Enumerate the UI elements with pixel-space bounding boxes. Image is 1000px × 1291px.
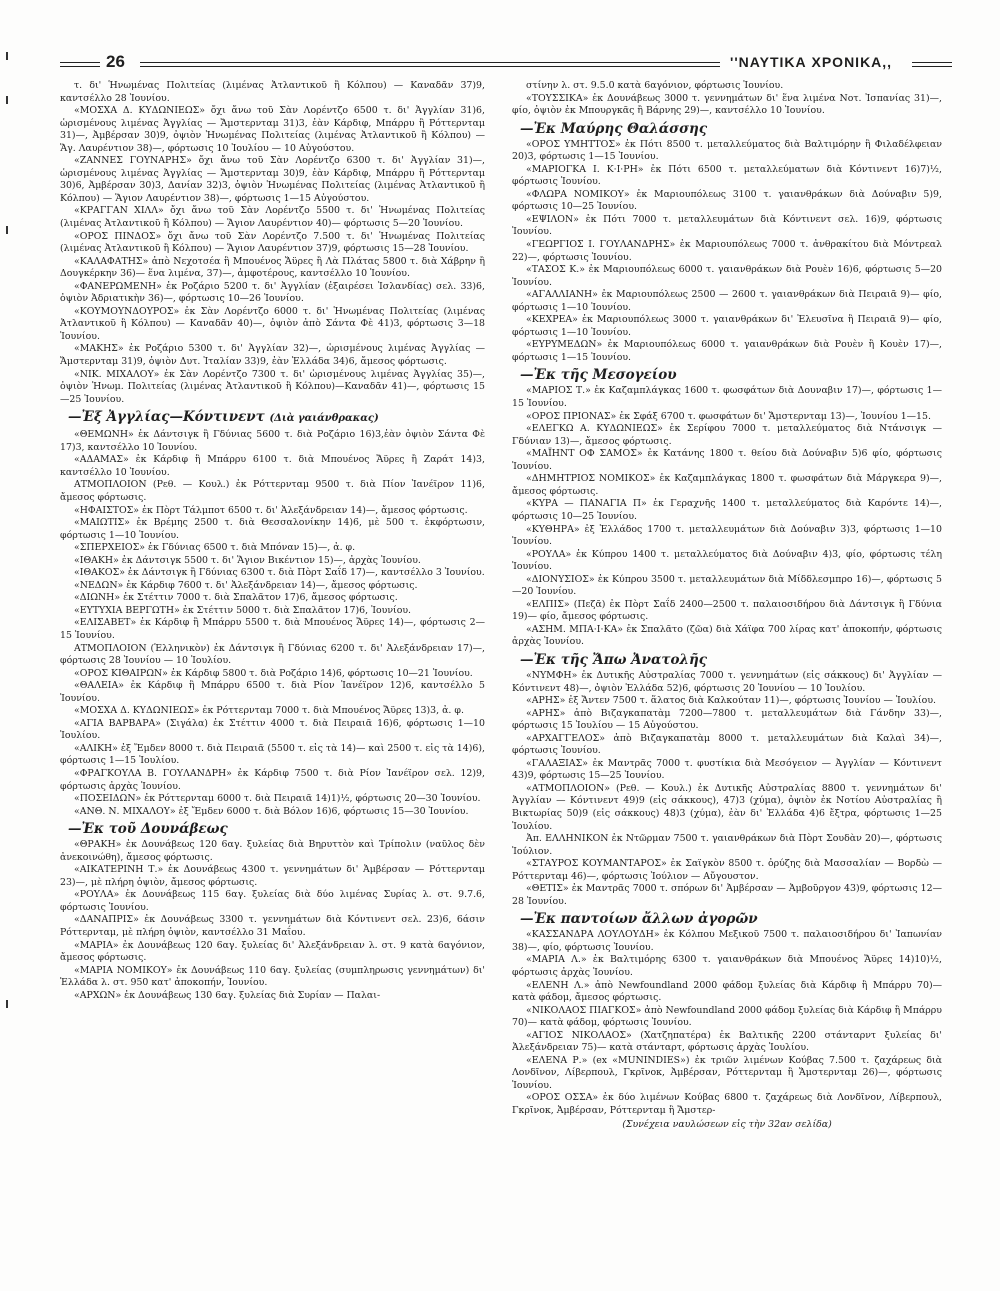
charter-entry: ΑΤΜΟΠΛΟΙΟΝ (Ἑλληνικὸν) ἐκ Δάντσιγκ ἢ Γδύνιας 6200 τ. δι' Ἀλεξάνδρειαν 17)—, φόρτωσις 28 Ἰουνίου — 10 Ἰουλίου. [60,642,485,667]
charter-entry: «ΚΟΥΜΟΥΝΔΟΥΡΟΣ» ἐκ Σὰν Λορέντζο 6000 τ. δι' Ἡνωμένας Πολιτείας (λιμένας Ἀτλαντικοῦ ἢ Κόλπου) — Καναδᾶν 40)—, ὀψιὸν ἀπὸ Σάντα Φὲ 41)3, φόρτωσις 3—18 Ἰουνίου. [60,305,485,342]
charter-entry: «ΙΘΑΚΟΣ» ἐκ Δάντσιγκ ἢ Γδύνιας 6300 τ. διὰ Πὸρτ Σαΐδ 17)—, καντσέλλο 3 Ἰουνίου. [74,567,485,579]
margin-mark [6,1000,8,1008]
section-heading-text: —Ἐκ παντοίων ἄλλων ἀγορῶν [520,911,758,928]
charter-entry: «ΑΓΑΛΛΙΑΝΗ» ἐκ Μαριουπόλεως 2500 — 2600 τ. γαιανθράκων διὰ Πειραιᾶ 9)— φίο, φόρτωσις 1—10 Ἰουνίου. [512,289,942,313]
charter-entry: «ΣΠΕΡΧΕΙΟΣ» ἐκ Γδύνιας 6500 τ. διὰ Μπόναν 15)—, ἀ. φ. [74,542,356,554]
charter-entry: «ΚΑΛΑΦΑΤΗΣ» ἀπὸ Νεχοτσέα ἢ Μπουένος Ἄϋρες ἢ Λὰ Πλάτας 5800 τ. διὰ Χάβρην ἢ Δουγκέρκην 36)— ἕνα λιμένα, 37)—, ἀμφοτέρους, καντσέλλο 10 Ἰουνίου. [60,255,485,280]
margin-mark [6,226,8,234]
charter-entry: «ΘΕΜΩΝΗ» ἐκ Δάντσιγκ ἢ Γδύνιας 5600 τ. διὰ Ροζάριο 16)3,ἐὰν ὀψιὸν Σάντα Φὲ 17)3, καντσέλλο 10 Ἰουνίου. [60,429,485,453]
charter-entry: «ΘΑΛΕΙΑ» ἐκ Κάρδιφ ἢ Μπάρρυ 6500 τ. διὰ Ρίον Ἰανέϊρον 12)6, καντσέλλο 5 Ἰουνίου. [60,680,485,704]
charter-entry: στίνην λ. στ. 9.5.0 κατὰ 6αγόνιον, φόρτωσις Ἰουνίου. [526,80,784,91]
charter-entry: «ΑΡΗΣ» ἐξ Ἄντεν 7500 τ. ἅλατος διὰ Καλκούταν 11)—, φόρτωσις Ἰουνίου — Ἰουλίου. [526,695,936,707]
charter-entry: «ΜΑΙΩΤΙΣ» ἐκ Βρέμης 2500 τ. διὰ Θεσσαλονίκην 14)6, μὲ 500 τ. ἐκφόρτωσιν, φόρτωσις 1—10 Ἰουνίου. [60,517,485,541]
continuation-note: (Συνέχεια ναυλώσεων εἰς τὴν 32αν σελίδα) [622,1118,832,1130]
charter-entry: ΑΤΜΟΠΛΟΙΟΝ (Ρεθ. — Κουλ.) ἐκ Ρόττερνταμ 9500 τ. διὰ Πίον Ἰανέϊρον 11)6, ἄμεσος φόρτωσις. [60,479,485,503]
charter-entry: «ΚΑΣΣΑΝΔΡΑ ΛΟΥΛΟΥΔΗ» ἐκ Κόλπου Μεξικοῦ 7500 τ. παλαιοσιδήρου δι' Ἰαπωνίαν 38)—, φίο, φόρτωσις Ἰουνίου. [512,929,942,953]
charter-entry: «ΑΓΙΑ ΒΑΡΒΑΡΑ» (Σιγάλα) ἐκ Στέττιν 4000 τ. διὰ Πειραιᾶ 16)6, φόρτωσις 1—10 Ἰουλίου. [60,717,485,742]
charter-entry: «ΟΡΟΣ ΥΜΗΤΤΟΣ» ἐκ Πότι 8500 τ. μεταλλεύματος διὰ Βαλτιμόρην ἢ Φιλαδέλφειαν 20)3, φόρτωσις 1—15 Ἰουνίου. [512,138,942,163]
header-rule [140,62,720,67]
charter-entry: «ΡΟΥΛΑ» ἐκ Δουνάβεως 115 6αγ. ξυλείας διὰ δύο λιμένας Συρίας λ. στ. 9.7.6, φόρτωσις Ἰουνίου. [60,889,485,913]
charter-entry: «ΑΛΙΚΗ» ἐξ Ἔμδεν 8000 τ. διὰ Πειραιᾶ (5500 τ. εἰς τὰ 14)— καὶ 2500 τ. εἰς τὰ 14)6), φόρτωσις 1—15 Ἰουλίου. [60,742,485,767]
charter-entry: «ΑΡΧΑΓΓΕΛΟΣ» ἀπὸ Βιζαγκαπατὰμ 8000 τ. μεταλλευμάτων διὰ Καλαὶ 34)—, φόρτωσις Ἰουνίου. [512,732,942,757]
charter-entry: «ΦΡΑΓΚΟΥΛΑ Β. ΓΟΥΛΑΝΔΡΗ» ἐκ Κάρδιφ 7500 τ. διὰ Ρίον Ἰανέϊρον σελ. 12)9, φόρτωσις ἀρχὰς Ἰουνίου. [60,767,485,792]
journal-title: ''ΝΑΥΤΙΚΑ ΧΡΟΝΙΚΑ,, [730,54,893,70]
section-heading [68,820,485,838]
charter-entry: «ΦΛΩΡΑ ΝΟΜΙΚΟΥ» ἐκ Μαριουπόλεως 3100 τ. γαιανθράκων διὰ Δούναβιν 5)9, φόρτωσις 10—25 Ἰουνίου. [512,188,942,213]
charter-entry: «ΕΥΡΥΜΕΔΩΝ» ἐκ Μαριουπόλεως 6000 τ. γαιανθράκων διὰ Ρουὲν ἢ Κουὲν 17)—, φόρτωσις 1—15 Ἰουνίου. [512,339,942,363]
charter-entry: «ΑΓΙΟΣ ΝΙΚΟΛΑΟΣ» (Χατζηπατέρα) ἐκ Βαλτικῆς 2200 στάνταρντ ξυλείας δι' Ἀλεξάνδρειαν 75)— κατὰ στάνταρτ, φόρτωσις ἀρχὰς Ἰουλίου. [512,1029,942,1054]
section-heading [520,910,942,928]
charter-entry: «ΑΝΘ. Ν. ΜΙΧΑΛΟΥ» ἐξ Ἔμδεν 6000 τ. διὰ Βόλον 16)6, φόρτωσις 15—30 Ἰουνίου. [74,805,469,817]
charter-entry: «ΜΑΡΙΟΓΚΑ Ι. Κ·Ι·ΡΗ» ἐκ Πότι 6500 τ. μεταλλεύματων διὰ Κόντινεντ 16)7)½, φόρτωσις Ἰουνίου. [512,163,942,188]
page-number: 26 [106,52,125,71]
charter-entry: «ΑΙΚΑΤΕΡΙΝΗ Τ.» ἐκ Δουνάβεως 4300 τ. γεννημάτων δι' Ἀμβέρσαν — Ρόττερνταμ 23)—, μὲ πλήρη ὀψιὸν, ἄμεσος φόρτωσις. [60,864,485,888]
charter-entry: «ΜΑΡΙΑ» ἐκ Δουνάβεως 120 6αγ. ξυλείας δι' Ἀλεξάνδρειαν λ. στ. 9 κατὰ 6αγόνιον, ἄμεσος φόρτωσις. [60,939,485,964]
charter-entry: «ΚΥΘΗΡΑ» ἐξ Ἑλλάδος 1700 τ. μεταλλευμάτων διὰ Δούναβιν 3)3, φόρτωσις 1—10 Ἰουνίου. [512,523,942,548]
charter-entry: «ΓΕΩΡΓΙΟΣ Ι. ΓΟΥΛΑΝΔΡΗΣ» ἐκ Μαριουπόλεως 7000 τ. ἀνθρακίτου διὰ Μόντρεαλ 22)—, φόρτωσις Ἰουνίου. [512,239,942,263]
section-subheading: (Διὰ γαιάνθρακας) [269,413,379,425]
charter-entry: «ΔΑΝΑΠΡΙΣ» ἐκ Δουνάβεως 3300 τ. γεννημάτων διὰ Κόντινεντ σελ. 23)6, 6άσιν Ρόττερνταμ, μὲ πλήρη ὀψιὸν, καντσέλλο 31 Μαΐου. [60,914,485,938]
charter-entry: «ΕΛΕΝΗ Λ.» ἀπὸ Newfoundland 2000 φάδομ ξυλείας διὰ Κάρδιφ ἢ Μπάρρυ 70)— κατὰ φάδομ, ἄμεσος φόρτωσις. [512,979,942,1004]
charter-entry: «ΜΑΡΙΑ ΝΟΜΙΚΟΥ» ἐκ Δουνάβεως 110 6αγ. ξυλείας (συμπληρωσις γεννημάτων) δι' Ἑλλάδα λ. στ. 950 κατ' ἀποκοπήν, Ἰουνίου. [60,964,485,989]
charter-entry: «ΜΟΣΧΑ Δ. ΚΥΔΩΝΙΕΩΣ» ὄχι ἄνω τοῦ Σὰν Λορέντζο 6500 τ. δι' Ἀγγλίαν 31)6, ὡρισμένους λιμένας Ἀγγλίας — Ἄμστερνταμ 31)3, ἐὰν Κάρδιφ, Μπάρρυ ἢ Ρόττερνταμ 31)—, Ἀμβέρσαν 30)9, ὀψιὸν Ἡνωμένας Πολιτείας (λιμένας Ἀτλαντικοῦ ἢ Κόλπου) — Ἅγ. Λαυρέντιον 38)—, φόρτωσις 10 Ἰουλίου — 10 Αὐγούστου. [60,105,485,154]
charter-entry: «ΚΕΧΡΕΑ» ἐκ Μαριουπόλεως 3000 τ. γαιανθράκων δι' Ἐλευσῖνα ἢ Πειραιᾶ 9)— φίο, φόρτωσις 1—10 Ἰουνίου. [512,314,942,338]
margin-mark [6,96,8,104]
charter-entry: «ΘΡΑΚΗ» ἐκ Δουνάβεως 120 6αγ. ξυλείας διὰ Βηρυττὸν καὶ Τρίπολιν (ναῦλος δὲν ἀνεκοινώθη), ἄμεσος φόρτωσις. [60,839,485,863]
left-column [60,80,485,1280]
charter-entry: «ΜΑΚΗΣ» ἐκ Ροζάριο 5300 τ. δι' Ἀγγλίαν 32)—, ὡρισμένους λιμένας Ἀγγλίας — Ἄμστερνταμ 31)9, ὀψιὸν Δυτ. Ἰταλίαν 33)9, ἐὰν Ἑλλάδα 34)6, ἄμεσος φόρτωσις. [60,343,485,368]
charter-entry: «ΑΡΧΩΝ» ἐκ Δουνάβεως 130 6αγ. ξυλείας διὰ Συρίαν — Παλαι- [74,989,381,1001]
margin-mark [6,52,8,60]
charter-entry: «ΙΘΑΚΗ» ἐκ Δάντσιγκ 5500 τ. δι' Ἅγιον Βικέντιον 15)—, ἀρχὰς Ἰουνίου. [74,554,421,566]
charter-entry: «ΕΛΠΙΣ» (Πεζᾶ) ἐκ Πὸρτ Σαΐδ 2400—2500 τ. παλαιοσιδήρου διὰ Δάντσιγκ ἢ Γδύνια 19)— φίο, ἄμεσος φόρτωσις. [512,598,942,623]
charter-entry: «ΔΙΟΝΥΣΙΟΣ» ἐκ Κύπρου 3500 τ. μεταλλευμάτων διὰ Μίδδλεσμπρο 16)—, φόρτωσις 5—20 Ἰουνίου. [512,573,942,598]
charter-entry: «ΟΡΟΣ ΟΣΣΑ» ἐκ δύο λιμένων Κούβας 6800 τ. ζαχάρεως διὰ Λονδῖνον, Λίβερπουλ, Γκρῖνοκ, Ἀμβέρσαν, Ρόττερνταμ ἢ Ἄμστερ- [512,1092,942,1117]
section-heading-text: —Ἐξ Ἀγγλίας—Κόντινεντ [68,409,265,426]
section-heading [68,408,485,428]
header-rule [60,62,100,67]
charter-entry: «ΜΑΡΙΟΣ Τ.» ἐκ Καζαμπλάγκας 1600 τ. φωσφάτων διὰ Δουναβιν 17)—, φόρτωσις 1—15 Ἰουνίου. [512,385,942,410]
charter-entry: Ἀπ. ΕΛΛΗΝΙΚΟΝ ἐκ Ντῶρμαν 7500 τ. γαιανθράκων διὰ Πὸρτ Σουδὰν 20)—, φόρτωσις Ἰούλιον. [512,833,942,857]
charter-entry: «ΕΛΕΝΑ Ρ.» (ex «MUNINDIES») ἐκ τριῶν λιμένων Κούβας 7.500 τ. ζαχάρεως διὰ Λονδῖνον, Λίβερπουλ, Γκρῖνοκ, Ἀμβέρσαν, Ρόττερνταμ ἢ Ἄμστερνταμ 26)—, φόρτωσις Ἰουνίου. [512,1054,942,1091]
charter-entry: «ΚΥΡΑ — ΠΑΝΑΓΙΑ Π» ἐκ Γεραχνῆς 1400 τ. μεταλλεύματος διὰ Καρόντε 14)—, φόρτωσις 10—25 Ἰουνίου. [512,498,942,522]
charter-entry: «ΦΑΝΕΡΩΜΕΝΗ» ἐκ Ροζάριο 5200 τ. δι' Ἀγγλίαν (ἐξαιρέσει Ἰσλανδίας) σελ. 33)6, ὀψιὸν Ἀδριατικὴν 36)—, φόρτωσις 10—26 Ἰουνίου. [60,280,485,305]
charter-entry: «ΔΙΩΝΗ» ἐκ Στέττιν 7000 τ. διὰ Σπαλᾶτον 17)6, ἄμεσος φόρτωσις. [74,592,398,604]
charter-entry: «ΤΑΣΟΣ Κ.» ἐκ Μαριουπόλεως 6000 τ. γαιανθράκων διὰ Ρουὲν 16)6, φόρτωσις 5—20 Ἰουνίου. [512,264,942,288]
section-heading-text: —Ἐκ τῆς Μεσογείου [520,367,677,384]
charter-entry: «ΘΕΤΙΣ» ἐκ Μαντρᾶς 7000 τ. σπόρων δι' Ἀμβέρσαν — Ἀμβοῦργον 43)9, φόρτωσις 12—28 Ἰουνίου. [512,883,942,907]
charter-entry: «ΝΕΔΩΝ» ἐκ Κάρδιφ 7600 τ. δι' Ἀλεξάνδρειαν 14)—, ἄμεσος φόρτωσις. [74,579,418,591]
charter-entry: «ΕΨΙΛΟΝ» ἐκ Πότι 7000 τ. μεταλλευμάτων διὰ Κόντινεντ σελ. 16)9, φόρτωσις Ἰουνίου. [512,213,942,238]
charter-entry: τ. δι' Ἡνωμένας Πολιτείας (λιμένας Ἀτλαντικοῦ ἢ Κόλπου) — Καναδᾶν 37)9, καντσέλλο 28 Ἰουνίου. [60,80,485,104]
section-heading-text: —Ἐκ Μαύρης Θαλάσσης [520,120,708,137]
section-heading [520,366,942,384]
header-rule [912,62,952,67]
charter-entry: «ΜΑΡΙΑ Λ.» ἐκ Βαλτιμόρης 6300 τ. γαιανθράκων διὰ Μπουένος Ἄϋρες 14)10)½, φόρτωσις ἀρχὰς Ἰουνίου. [512,954,942,978]
charter-entry: «ΕΥΤΥΧΙΑ ΒΕΡΓΩΤΗ» ἐκ Στέττιν 5000 τ. διὰ Σπαλᾶτον 17)6, Ἰουνίου. [74,604,412,616]
charter-entry: «ΝΙΚΟΛΑΟΣ ΠΙΑΓΚΟΣ» ἀπὸ Newfoundland 2000 φάδομ ξυλείας διὰ Κάρδιφ ἢ Μπάρρυ 70)— κατὰ φάδομ, φόρτωσις Ἰουνίου. [512,1004,942,1029]
charter-entry: «ΖΑΝΝΕΣ ΓΟΥΝΑΡΗΣ» ὄχι ἄνω τοῦ Σὰν Λορέντζο 6300 τ. δι' Ἀγγλίαν 31)—, ὡρισμένους λιμένας Ἀγγλίας — Ἄμστερνταμ 30)9, ἐὰν Κάρδιφ, Μπάρρυ ἢ Ρόττερνταμ 30)6, Ἀμβέρσαν 30)3, Δανίαν 32)3, ὀψιὸν Ἡνωμένας Πολιτείας (λιμένας Ἀτλαντικοῦ ἢ Κόλπου) — Ἅγιον Λαυρέντιον 38)—, φόρτωσις 1—15 Αὐγούστου. [60,155,485,204]
charter-entry: «ΑΤΜΟΠΛΟΙΟΝ» (Ρεθ. — Κουλ.) ἐκ Δυτικῆς Αὐστραλίας 8800 τ. γεννημάτων δι' Ἀγγλίαν — Κόντινεντ 49)9 (εἰς σάκκους), 47)3 (χύμα), ὀψιὸν ἐκ Νοτίου Αὐστραλίας ἢ Βικτωρίας 50)9 (εἰς σάκκους) 48)3 (χύμα), ἐὰν δι' Ἑλλάδα 4)6 ἔξτρα, φόρτωσις 1—25 Ἰουλίου. [512,782,942,832]
charter-entry: «ΡΟΥΛΑ» ἐκ Κύπρου 1400 τ. μεταλλεύματος διὰ Δούναβιν 4)3, φίο, φόρτωσις τέλη Ἰουνίου. [512,548,942,573]
charter-entry: «ΟΡΟΣ ΚΙΘΑΙΡΩΝ» ἐκ Κάρδιφ 5800 τ. διὰ Ροζάριο 14)6, φόρτωσις 10—21 Ἰουνίου. [74,667,473,679]
charter-entry: «ΜΟΣΧΑ Δ. ΚΥΔΩΝΙΕΩΣ» ἐκ Ρόττερνταμ 7000 τ. διὰ Μπουένος Ἄϋρες 13)3, ἀ. φ. [74,705,464,717]
section-heading [520,120,942,138]
charter-entry: «ΟΡΟΣ ΠΡΙΟΝΑΣ» ἐκ Σφάξ 6700 τ. φωσφάτων δι' Ἄμστερνταμ 13)—, Ἰουνίου 1—15. [526,410,931,422]
charter-entry: «ΕΛΕΓΚΩ Α. ΚΥΔΩΝΙΕΩΣ» ἐκ Σερίφου 7000 τ. μεταλλεύματος διὰ Ντάνσιγκ — Γδύνιαν 13)—, ἄμεσος φόρτωσις. [512,423,942,447]
charter-entry: «ΤΟΥΣΣΙΚΑ» ἐκ Δουνάβεως 3000 τ. γεννημάτων δι' ἕνα λιμένα Νοτ. Ἰσπανίας 31)—, φίο, ὀψιὸν ἐκ Μπουργκᾶς ἢ Βάρνης 29)—, καντσέλλο 10 Ἰουνίου. [512,92,942,117]
right-column [512,80,942,1280]
charter-entry: «ΜΑΪΗΝΤ ΟΦ ΣΑΜΟΣ» ἐκ Κατάνης 1800 τ. θείου διὰ Δούναβιν 5)6 φίο, φόρτωσις Ἰουνίου. [512,448,942,472]
charter-entry: «ΗΦΑΙΣΤΟΣ» ἐκ Πὸρτ Τάλμποτ 6500 τ. δι' Ἀλεξάνδρειαν 14)—, ἄμεσος φόρτωσις. [74,504,468,516]
charter-entry: «ΚΡΑΓΓΑΝ ΧΙΛΛ» ὄχι ἄνω τοῦ Σὰν Λορέντζο 5500 τ. δι' Ἡνωμένας Πολιτείας (λιμένας Ἀτλαντικοῦ ἢ Κόλπου) — Ἅγιον Λαυρέντιον 40)— φόρτωσις 5—20 Ἰουνίου. [60,205,485,230]
section-heading-text: —Ἐκ τῆς Ἄπω Ἀνατολῆς [520,651,708,668]
charter-entry: «ΠΟΣΕΙΔΩΝ» ἐκ Ρόττερνταμ 6000 τ. διὰ Πειραιᾶ 14)1)½, φόρτωσις 20—30 Ἰουνίου. [74,793,481,805]
charter-entry: «ΑΡΗΣ» ἀπὸ Βιζαγκαπατὰμ 7200—7800 τ. μεταλλευμάτων διὰ Γάνδην 33)—, φόρτωσις 15 Ἰουλίου — 15 Αὐγούστου. [512,707,942,732]
charter-entry: «ΝΥΜΦΗ» ἐκ Δυτικῆς Αὐστραλίας 7000 τ. γεννημάτων (εἰς σάκκους) δι' Ἀγγλίαν — Κόντινεντ 48)—, ὀψιὸν Ἑλλάδα 52)6, φόρτωσις 20 Ἰουνίου — 10 Ἰουλίου. [512,669,942,694]
charter-entry: «ΟΡΟΣ ΠΙΝΔΟΣ» ὄχι ἄνω τοῦ Σὰν Λορέντζο 7.500 τ. δι' Ἡνωμένας Πολιτείας (λιμένας Ἀτλαντικοῦ ἢ Κόλπου) — Ἅγιον Λαυρέντιον 37)9, φόρτωσις 15—28 Ἰουνίου. [60,230,485,255]
charter-entry: «ΑΣΗΜ. ΜΠΑ·Ι·ΚΑ» ἐκ Σπαλᾶτο (ζῶα) διὰ Χάϊφα 700 λίρας κατ' ἀποκοπήν, φόρτωσις ἀρχὰς Ἰουνίου. [512,623,942,648]
charter-entry: «ΓΑΛΑΞΙΑΣ» ἐκ Μαντρᾶς 7000 τ. φυστίκια διὰ Μεσόγειον — Ἀγγλίαν — Κόντινεντ 43)9, φόρτωσις 15—25 Ἰουνίου. [512,757,942,782]
section-heading-text: —Ἐκ τοῦ Δουνάβεως [68,821,228,838]
charter-entry: «ΝΙΚ. ΜΙΧΑΛΟΥ» ἐκ Σὰν Λορέντζο 7300 τ. δι' ὡρισμένους λιμένας Ἀγγλίας 35)—, ὀψιὸν Ἡνωμ. Πολιτείας (λιμένας Ἀτλαντικοῦ ἢ Κόλπου)—Καναδᾶν 41)—, φόρτωσις 15—25 Ἰουνίου. [60,368,485,405]
charter-entry: «ΣΤΑΥΡΟΣ ΚΟΥΜΑΝΤΑΡΟΣ» ἐκ Σαϊγκὸν 8500 τ. ὀρύζης διὰ Μασσαλίαν — Βορδὼ — Ρόττερνταμ 46)—, φόρτωσις Ἰούλιον — Αὔγουστον. [512,858,942,882]
charter-entry: «ΔΗΜΗΤΡΙΟΣ ΝΟΜΙΚΟΣ» ἐκ Καζαμπλάγκας 1800 τ. φωσφάτων διὰ Μάργκερα 9)—, ἄμεσος φόρτωσις. [512,473,942,497]
charter-entry: «ΕΛΙΣΑΒΕΤ» ἐκ Κάρδιφ ἢ Μπάρρυ 5500 τ. διὰ Μπουένος Ἄϋρες 14)—, φόρτωσις 2—15 Ἰουνίου. [60,617,485,641]
charter-entry: «ΑΔΑΜΑΣ» ἐκ Κάρδιφ ἢ Μπάρρυ 6100 τ. διὰ Μπουένος Ἄϋρες ἢ Ζαράτ 14)3, καντσέλλο 10 Ἰουνίου. [60,454,485,478]
page-header [60,52,952,72]
section-heading [520,651,942,669]
